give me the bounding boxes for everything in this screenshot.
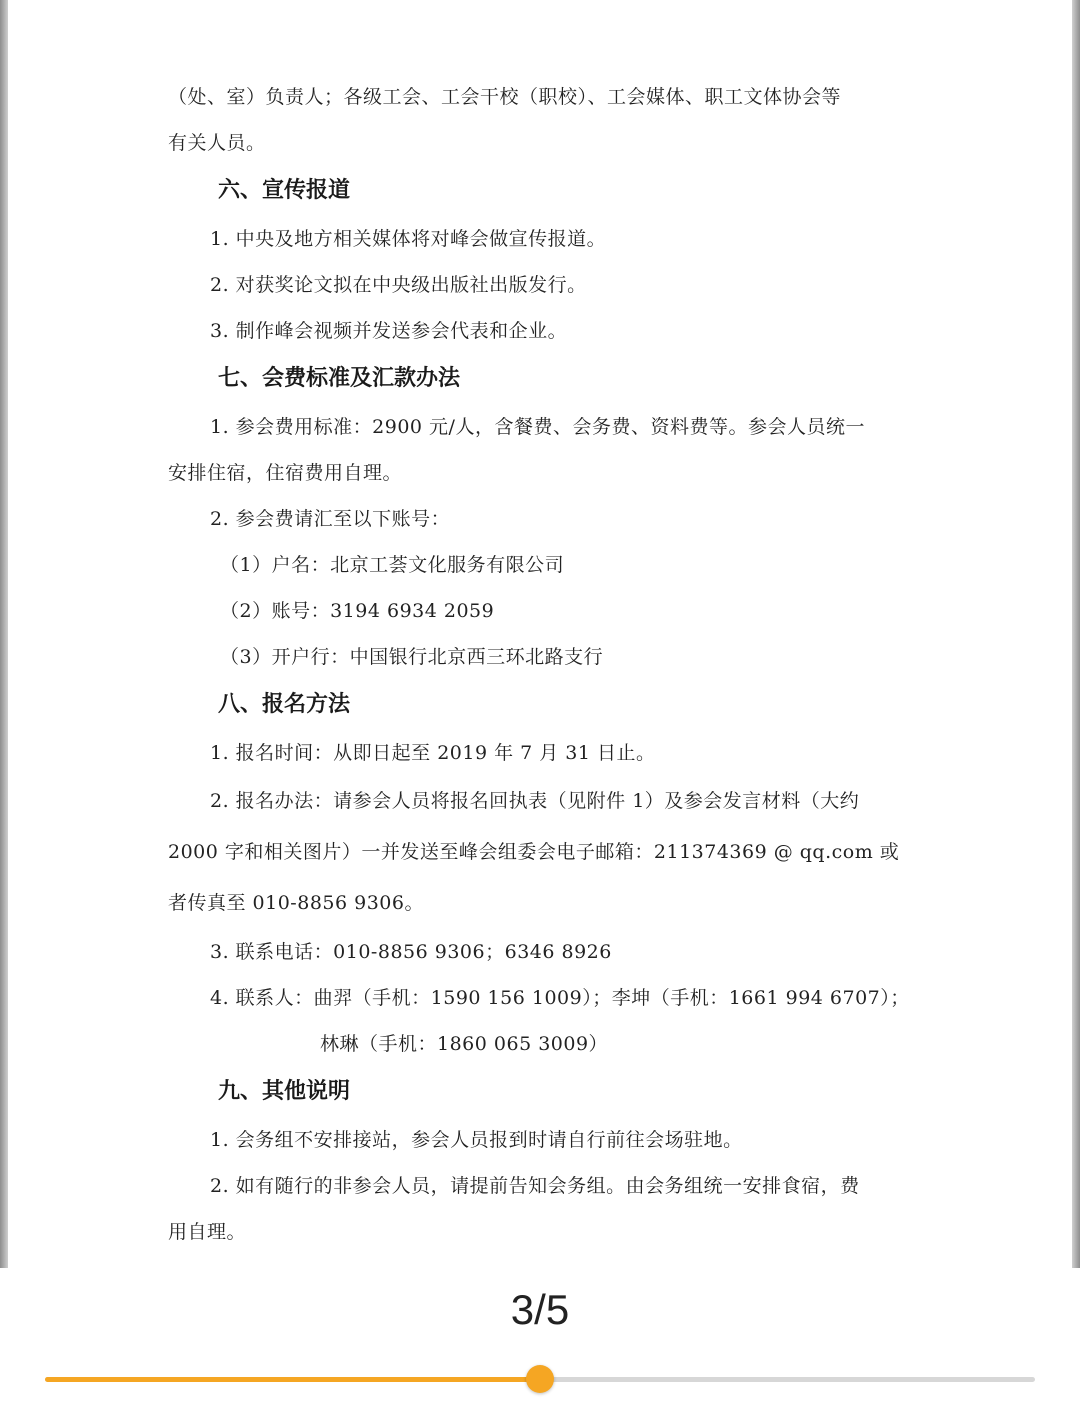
list-item: 3. 制作峰会视频并发送参会代表和企业。 — [210, 320, 568, 342]
section-heading-fees: 七、会费标准及汇款办法 — [218, 366, 461, 391]
list-item: 1. 报名时间：从即日起至 2019 年 7 月 31 日止。 — [210, 742, 656, 764]
text-line: 安排住宿，住宿费用自理。 — [168, 462, 403, 484]
list-item: 1. 会务组不安排接站，参会人员报到时请自行前往会场驻地。 — [210, 1129, 743, 1151]
text-line: 者传真至 010-8856 9306。 — [168, 892, 424, 914]
list-item: 2. 报名办法：请参会人员将报名回执表（见附件 1）及参会发言材料（大约 — [210, 790, 860, 812]
page-slider-fill — [45, 1377, 540, 1382]
page-slider-thumb[interactable] — [526, 1365, 554, 1393]
list-item: 1. 参会费用标准：2900 元/人，含餐费、会务费、资料费等。参会人员统一 — [210, 416, 865, 438]
text-line: 2000 字和相关图片）一并发送至峰会组委会电子邮箱：211374369 @ qq.com 或 — [168, 841, 900, 863]
text-line: 有关人员。 — [168, 132, 266, 154]
account-name: （1）户名：北京工荟文化服务有限公司 — [220, 554, 565, 576]
contact-phone: 3. 联系电话：010-8856 9306；6346 8926 — [210, 941, 612, 963]
pager-footer — [0, 1268, 1080, 1415]
section-heading-registration: 八、报名方法 — [218, 692, 351, 717]
section-heading-other: 九、其他说明 — [218, 1079, 351, 1104]
document-body — [168, 74, 920, 1255]
page-edge-left — [0, 0, 8, 1268]
bank-name: （3）开户行：中国银行北京西三环北路支行 — [220, 646, 604, 668]
contact-persons-cont: 林琳（手机：1860 065 3009） — [320, 1033, 609, 1055]
list-item: 2. 参会费请汇至以下账号： — [210, 508, 451, 530]
list-item: 2. 如有随行的非参会人员，请提前告知会务组。由会务组统一安排食宿，费 — [210, 1175, 860, 1197]
list-item: 1. 中央及地方相关媒体将对峰会做宣传报道。 — [210, 228, 607, 250]
page-slider[interactable] — [45, 1377, 1035, 1382]
page-edge-right — [1072, 0, 1080, 1268]
text-line: 用自理。 — [168, 1221, 247, 1243]
account-number: （2）账号：3194 6934 2059 — [220, 600, 495, 622]
page-indicator: 3/5 — [510, 1286, 570, 1333]
section-heading-publicity: 六、宣传报道 — [218, 178, 351, 203]
contact-persons: 4. 联系人：曲羿（手机：1590 156 1009）；李坤（手机：1661 994 6707）； — [210, 987, 910, 1009]
list-item: 2. 对获奖论文拟在中央级出版社出版发行。 — [210, 274, 587, 296]
text-line: （处、室）负责人；各级工会、工会干校（职校）、工会媒体、职工文体协会等 — [168, 86, 842, 108]
